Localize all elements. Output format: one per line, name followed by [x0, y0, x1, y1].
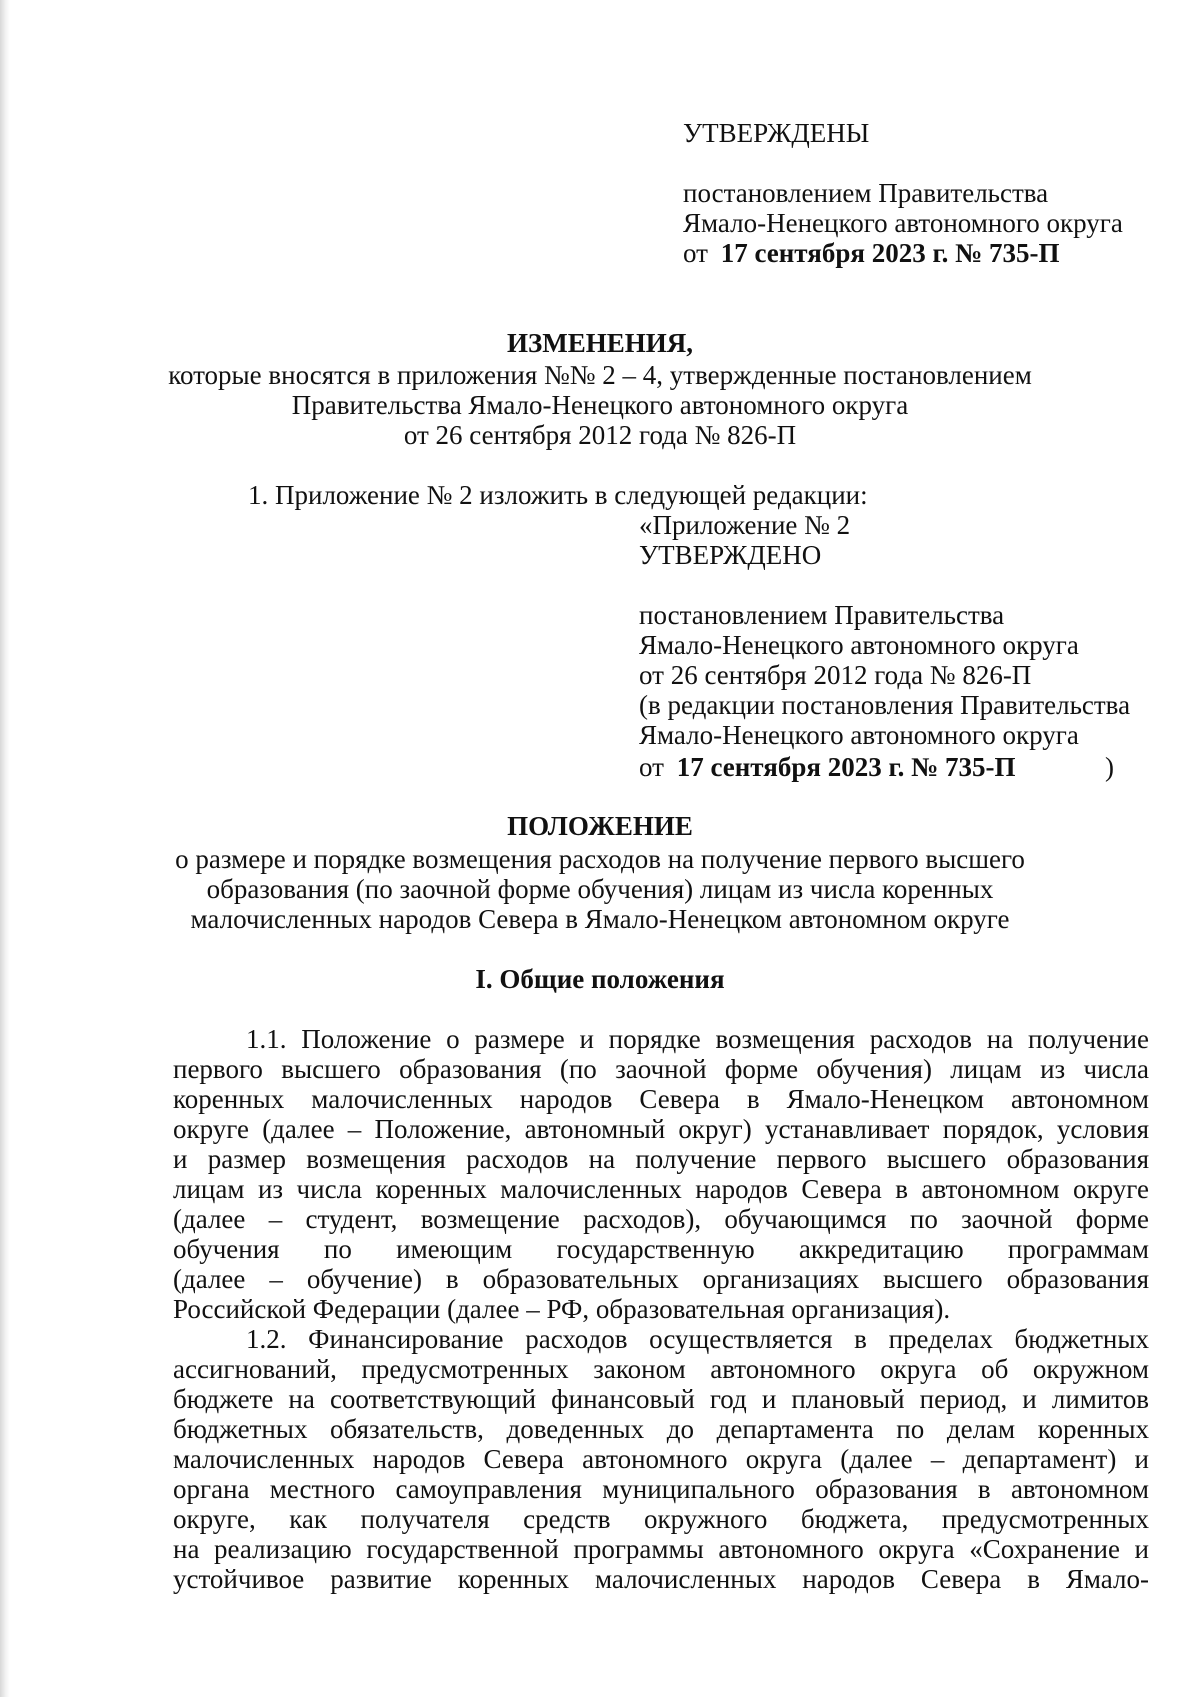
appendix-line-5: от 26 сентября 2012 года № 826-П	[639, 660, 1032, 690]
regulation-title: ПОЛОЖЕНИЕ	[507, 811, 693, 841]
approval-line-2: Ямало-Ненецкого автономного округа	[683, 208, 1123, 238]
appendix-date	[639, 752, 1016, 782]
regulation-line-2: образования (по заочной форме обучения) лицам из числа коренных	[206, 874, 994, 904]
appendix-line-1: «Приложение № 2	[639, 510, 851, 540]
para-1-1-line: и размер возмещения расходов на получение первого высшего образования	[173, 1144, 1149, 1174]
appendix-approved-label: УТВЕРЖДЕНО	[639, 540, 822, 570]
appendix-close-paren: )	[1105, 752, 1114, 782]
changes-line-1: которые вносятся в приложения №№ 2 – 4, утвержденные постановлением	[168, 360, 1032, 390]
appendix-date-prefix: от	[639, 752, 664, 782]
approved-label: УТВЕРЖДЕНЫ	[683, 118, 870, 148]
para-1-1-line: обучения по имеющим государственную аккредитацию программам	[173, 1234, 1149, 1264]
approval-date	[683, 238, 1060, 268]
appendix-line-7: Ямало-Ненецкого автономного округа	[639, 720, 1079, 750]
para-1-2-line: округе, как получателя средств окружного бюджета, предусмотренных	[173, 1504, 1149, 1534]
para-1-1-line: первого высшего образования (по заочной форме обучения) лицам из числа	[173, 1054, 1149, 1084]
para-1-2-line: на реализацию государственной программы автономного округа «Сохранение и	[173, 1534, 1149, 1564]
para-1-1-line: коренных малочисленных народов Севера в Ямало-Ненецком автономном	[173, 1084, 1149, 1114]
para-1-1-line: 1.1. Положение о размере и порядке возмещения расходов на получение	[246, 1024, 1149, 1054]
changes-line-2: Правительства Ямало-Ненецкого автономного округа	[291, 390, 909, 420]
para-1-1-line: округе (далее – Положение, автономный округ) устанавливает порядок, условия	[173, 1114, 1149, 1144]
para-1-2-line: бюджете на соответствующий финансовый год и плановый период, и лимитов	[173, 1384, 1149, 1414]
approval-date-value: 17 сентября 2023 г. № 735-П	[720, 238, 1060, 268]
approval-date-prefix: от	[683, 238, 708, 268]
para-1-2-line: 1.2. Финансирование расходов осуществляется в пределах бюджетных	[246, 1324, 1149, 1354]
regulation-line-1: о размере и порядке возмещения расходов на получение первого высшего	[175, 844, 1025, 874]
para-1-2-line: малочисленных народов Севера автономного округа (далее – департамент) и	[173, 1444, 1149, 1474]
para-1-1-line: лицам из числа коренных малочисленных народов Севера в автономном округе	[173, 1174, 1149, 1204]
changes-title: ИЗМЕНЕНИЯ,	[506, 328, 693, 358]
appendix-line-4: Ямало-Ненецкого автономного округа	[639, 630, 1079, 660]
para-1-2-line: бюджетных обязательств, доведенных до департамента по делам коренных	[173, 1414, 1149, 1444]
changes-line-3: от 26 сентября 2012 года № 826-П	[403, 420, 797, 450]
para-1-2-line: устойчивое развитие коренных малочисленных народов Севера в Ямало-	[173, 1564, 1149, 1594]
section-1-title: I. Общие положения	[475, 964, 725, 994]
appendix-line-3: постановлением Правительства	[639, 600, 1005, 630]
para-1-2-line: ассигнований, предусмотренных законом автономного округа об окружном	[173, 1354, 1149, 1384]
appendix-line-6: (в редакции постановления Правительства	[639, 690, 1131, 720]
para-1-1-line: (далее – студент, возмещение расходов), обучающимся по заочной форме	[173, 1204, 1149, 1234]
para-1-1-line: (далее – обучение) в образовательных организациях высшего образования	[173, 1264, 1149, 1294]
para-1-2-line: органа местного самоуправления муниципального образования в автономном	[173, 1474, 1149, 1504]
approval-line-1: постановлением Правительства	[683, 178, 1049, 208]
para-1-1-line: Российской Федерации (далее – РФ, образовательная организация).	[173, 1294, 951, 1324]
item-1: 1. Приложение № 2 изложить в следующей редакции:	[248, 480, 868, 510]
appendix-date-value: 17 сентября 2023 г. № 735-П	[676, 752, 1016, 782]
regulation-line-3: малочисленных народов Севера в Ямало-Ненецком автономном округе	[190, 904, 1010, 934]
